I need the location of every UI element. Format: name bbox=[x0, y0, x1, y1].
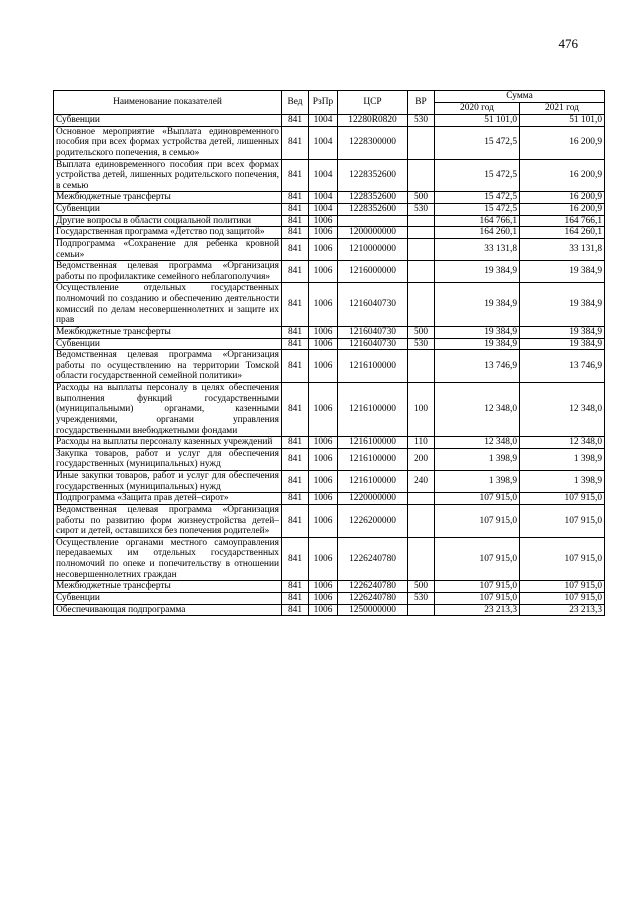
header-rzpr: РзПр bbox=[309, 91, 338, 115]
row-sum-2020: 164 766,1 bbox=[435, 215, 520, 227]
row-ved: 841 bbox=[282, 604, 309, 616]
row-vr bbox=[408, 283, 435, 327]
row-ved: 841 bbox=[282, 215, 309, 227]
row-sum-2020: 12 348,0 bbox=[435, 437, 520, 449]
header-name: Наименование показателей bbox=[54, 91, 282, 115]
row-name: Расходы на выплаты персоналу казенных учреждений bbox=[54, 437, 282, 449]
row-sum-2021: 16 200,9 bbox=[520, 126, 605, 159]
row-name: Государственная программа «Детство под защитой» bbox=[54, 227, 282, 239]
row-csr: 1216100000 bbox=[338, 471, 408, 493]
row-sum-2021: 23 213,3 bbox=[520, 604, 605, 616]
row-csr: 1220000000 bbox=[338, 493, 408, 505]
row-sum-2020: 1 398,9 bbox=[435, 448, 520, 470]
header-ved: Вед bbox=[282, 91, 309, 115]
row-csr: 1250000000 bbox=[338, 604, 408, 616]
row-csr: 1216040730 bbox=[338, 326, 408, 338]
row-name: Субвенции bbox=[54, 592, 282, 604]
table-row bbox=[54, 115, 605, 127]
row-ved: 841 bbox=[282, 126, 309, 159]
row-ved: 841 bbox=[282, 581, 309, 593]
row-ved: 841 bbox=[282, 493, 309, 505]
table-row bbox=[54, 159, 605, 192]
row-sum-2020: 15 472,5 bbox=[435, 159, 520, 192]
row-csr: 12280R0820 bbox=[338, 115, 408, 127]
row-sum-2020: 33 131,8 bbox=[435, 238, 520, 260]
row-vr bbox=[408, 504, 435, 537]
header-year-2021: 2021 год bbox=[520, 103, 605, 115]
row-name: Ведомственная целевая программа «Организация работы по профилактике семейного неблагополучия» bbox=[54, 261, 282, 283]
row-rzpr: 1004 bbox=[309, 126, 338, 159]
row-name: Субвенции bbox=[54, 115, 282, 127]
row-name: Подпрограмма «Сохранение для ребенка кровной семьи» bbox=[54, 238, 282, 260]
row-sum-2020: 51 101,0 bbox=[435, 115, 520, 127]
row-rzpr: 1006 bbox=[309, 383, 338, 437]
row-ved: 841 bbox=[282, 192, 309, 204]
row-sum-2021: 107 915,0 bbox=[520, 581, 605, 593]
row-csr: 1216000000 bbox=[338, 261, 408, 283]
row-vr: 530 bbox=[408, 338, 435, 350]
table-row bbox=[54, 537, 605, 581]
row-vr: 100 bbox=[408, 383, 435, 437]
row-ved: 841 bbox=[282, 238, 309, 260]
row-vr: 530 bbox=[408, 204, 435, 216]
row-rzpr: 1006 bbox=[309, 227, 338, 239]
row-sum-2020: 23 213,3 bbox=[435, 604, 520, 616]
row-csr: 1226240780 bbox=[338, 581, 408, 593]
row-ved: 841 bbox=[282, 115, 309, 127]
table-row bbox=[54, 215, 605, 227]
row-rzpr: 1006 bbox=[309, 592, 338, 604]
row-name: Закупка товаров, работ и услуг для обеспечения государственных (муниципальных) нужд bbox=[54, 448, 282, 470]
table-row bbox=[54, 326, 605, 338]
row-sum-2021: 164 766,1 bbox=[520, 215, 605, 227]
row-sum-2021: 16 200,9 bbox=[520, 192, 605, 204]
table-body bbox=[54, 115, 605, 616]
row-name: Выплата единовременного пособия при всех формах устройства детей, лишенных родительского попечения, в семью bbox=[54, 159, 282, 192]
row-sum-2020: 1 398,9 bbox=[435, 471, 520, 493]
row-name: Межбюджетные трансферты bbox=[54, 326, 282, 338]
row-vr bbox=[408, 159, 435, 192]
table-row bbox=[54, 592, 605, 604]
row-ved: 841 bbox=[282, 383, 309, 437]
row-vr: 500 bbox=[408, 192, 435, 204]
header-csr: ЦСР bbox=[338, 91, 408, 115]
row-name: Межбюджетные трансферты bbox=[54, 581, 282, 593]
row-csr: 1216100000 bbox=[338, 448, 408, 470]
table-header bbox=[54, 91, 605, 115]
row-sum-2021: 19 384,9 bbox=[520, 261, 605, 283]
row-rzpr: 1006 bbox=[309, 604, 338, 616]
table-row bbox=[54, 204, 605, 216]
row-csr: 1216040730 bbox=[338, 283, 408, 327]
row-csr: 1226200000 bbox=[338, 504, 408, 537]
row-sum-2021: 19 384,9 bbox=[520, 326, 605, 338]
row-sum-2020: 107 915,0 bbox=[435, 581, 520, 593]
row-sum-2021: 13 746,9 bbox=[520, 350, 605, 383]
row-name: Основное мероприятие «Выплата единовременного пособия при всех формах устройства детей, лишенных родительского попечения, в семью» bbox=[54, 126, 282, 159]
row-rzpr: 1006 bbox=[309, 504, 338, 537]
row-name: Межбюджетные трансферты bbox=[54, 192, 282, 204]
row-sum-2020: 107 915,0 bbox=[435, 493, 520, 505]
row-name: Ведомственная целевая программа «Организация работы по развитию форм жизнеустройства детей–сирот и детей, оставшихся без попечения родителей» bbox=[54, 504, 282, 537]
budget-table bbox=[53, 90, 605, 616]
table-row bbox=[54, 261, 605, 283]
row-vr bbox=[408, 493, 435, 505]
page-number: 476 bbox=[558, 36, 578, 51]
row-ved: 841 bbox=[282, 204, 309, 216]
row-ved: 841 bbox=[282, 437, 309, 449]
row-sum-2021: 51 101,0 bbox=[520, 115, 605, 127]
row-rzpr: 1006 bbox=[309, 437, 338, 449]
header-sum: Сумма bbox=[435, 91, 605, 103]
row-csr: 1200000000 bbox=[338, 227, 408, 239]
row-name: Осуществление отдельных государственных полномочий по созданию и обеспечению деятельности комиссий по делам несовершеннолетних и защите их прав bbox=[54, 283, 282, 327]
row-csr: 1216100000 bbox=[338, 437, 408, 449]
row-name: Другие вопросы в области социальной политики bbox=[54, 215, 282, 227]
row-vr: 530 bbox=[408, 592, 435, 604]
row-sum-2021: 1 398,9 bbox=[520, 471, 605, 493]
row-sum-2021: 107 915,0 bbox=[520, 537, 605, 581]
row-sum-2020: 12 348,0 bbox=[435, 383, 520, 437]
row-name: Осуществление органами местного самоуправления передаваемых им отдельных государственных полномочий по опеке и попечительству в отношении несовершеннолетних граждан bbox=[54, 537, 282, 581]
table-row bbox=[54, 283, 605, 327]
row-csr: 1226240780 bbox=[338, 537, 408, 581]
row-sum-2020: 164 260,1 bbox=[435, 227, 520, 239]
row-rzpr: 1006 bbox=[309, 350, 338, 383]
row-csr: 1228352600 bbox=[338, 159, 408, 192]
row-vr: 240 bbox=[408, 471, 435, 493]
row-ved: 841 bbox=[282, 537, 309, 581]
row-csr: 1228352600 bbox=[338, 204, 408, 216]
row-vr: 500 bbox=[408, 326, 435, 338]
row-vr bbox=[408, 227, 435, 239]
row-ved: 841 bbox=[282, 504, 309, 537]
row-sum-2020: 107 915,0 bbox=[435, 537, 520, 581]
row-name: Ведомственная целевая программа «Организация работы по осуществлению на территории Томской области государственной семейной политики» bbox=[54, 350, 282, 383]
row-sum-2020: 15 472,5 bbox=[435, 126, 520, 159]
row-sum-2020: 13 746,9 bbox=[435, 350, 520, 383]
row-name: Подпрограмма «Защита прав детей–сирот» bbox=[54, 493, 282, 505]
row-vr bbox=[408, 537, 435, 581]
row-sum-2021: 19 384,9 bbox=[520, 338, 605, 350]
row-name: Расходы на выплаты персоналу в целях обеспечения выполнения функций государственными (муниципальными) органами, казенными учреждениями, органами управления государственными внебюджетными фондами bbox=[54, 383, 282, 437]
table-row bbox=[54, 126, 605, 159]
row-rzpr: 1006 bbox=[309, 238, 338, 260]
row-sum-2020: 15 472,5 bbox=[435, 192, 520, 204]
table-row bbox=[54, 437, 605, 449]
row-csr: 1216100000 bbox=[338, 383, 408, 437]
row-csr: 1216040730 bbox=[338, 338, 408, 350]
table-row bbox=[54, 192, 605, 204]
row-sum-2020: 107 915,0 bbox=[435, 592, 520, 604]
table-row bbox=[54, 471, 605, 493]
row-name: Субвенции bbox=[54, 338, 282, 350]
row-sum-2021: 107 915,0 bbox=[520, 493, 605, 505]
row-sum-2021: 107 915,0 bbox=[520, 504, 605, 537]
row-vr bbox=[408, 126, 435, 159]
row-rzpr: 1004 bbox=[309, 159, 338, 192]
row-rzpr: 1006 bbox=[309, 215, 338, 227]
row-vr: 110 bbox=[408, 437, 435, 449]
row-sum-2020: 19 384,9 bbox=[435, 261, 520, 283]
row-sum-2021: 1 398,9 bbox=[520, 448, 605, 470]
table-row bbox=[54, 350, 605, 383]
row-sum-2020: 19 384,9 bbox=[435, 338, 520, 350]
row-rzpr: 1004 bbox=[309, 115, 338, 127]
header-vr: ВР bbox=[408, 91, 435, 115]
header-year-2020: 2020 год bbox=[435, 103, 520, 115]
row-csr bbox=[338, 215, 408, 227]
row-rzpr: 1006 bbox=[309, 493, 338, 505]
row-sum-2021: 164 260,1 bbox=[520, 227, 605, 239]
row-csr: 1226240780 bbox=[338, 592, 408, 604]
row-csr: 1228352600 bbox=[338, 192, 408, 204]
row-rzpr: 1006 bbox=[309, 283, 338, 327]
row-ved: 841 bbox=[282, 448, 309, 470]
row-vr: 500 bbox=[408, 581, 435, 593]
row-vr bbox=[408, 604, 435, 616]
row-rzpr: 1006 bbox=[309, 471, 338, 493]
row-vr bbox=[408, 238, 435, 260]
row-vr bbox=[408, 350, 435, 383]
row-sum-2021: 12 348,0 bbox=[520, 437, 605, 449]
row-ved: 841 bbox=[282, 350, 309, 383]
row-rzpr: 1006 bbox=[309, 537, 338, 581]
row-csr: 1210000000 bbox=[338, 238, 408, 260]
row-ved: 841 bbox=[282, 227, 309, 239]
row-vr bbox=[408, 215, 435, 227]
row-name: Субвенции bbox=[54, 204, 282, 216]
row-rzpr: 1004 bbox=[309, 192, 338, 204]
table-row bbox=[54, 238, 605, 260]
row-ved: 841 bbox=[282, 261, 309, 283]
row-vr: 200 bbox=[408, 448, 435, 470]
row-name: Обеспечивающая подпрограмма bbox=[54, 604, 282, 616]
table-row bbox=[54, 504, 605, 537]
row-ved: 841 bbox=[282, 159, 309, 192]
row-vr: 530 bbox=[408, 115, 435, 127]
row-sum-2020: 107 915,0 bbox=[435, 504, 520, 537]
table-row bbox=[54, 581, 605, 593]
row-rzpr: 1006 bbox=[309, 261, 338, 283]
row-sum-2021: 16 200,9 bbox=[520, 204, 605, 216]
row-ved: 841 bbox=[282, 592, 309, 604]
row-rzpr: 1006 bbox=[309, 326, 338, 338]
row-csr: 1228300000 bbox=[338, 126, 408, 159]
row-sum-2021: 12 348,0 bbox=[520, 383, 605, 437]
row-sum-2020: 19 384,9 bbox=[435, 283, 520, 327]
row-ved: 841 bbox=[282, 471, 309, 493]
row-sum-2020: 19 384,9 bbox=[435, 326, 520, 338]
row-sum-2021: 16 200,9 bbox=[520, 159, 605, 192]
row-name: Иные закупки товаров, работ и услуг для обеспечения государственных (муниципальных) нужд bbox=[54, 471, 282, 493]
table-row bbox=[54, 227, 605, 239]
table-row bbox=[54, 383, 605, 437]
row-sum-2021: 33 131,8 bbox=[520, 238, 605, 260]
table-row bbox=[54, 448, 605, 470]
row-rzpr: 1004 bbox=[309, 204, 338, 216]
table-row bbox=[54, 338, 605, 350]
row-rzpr: 1006 bbox=[309, 581, 338, 593]
row-ved: 841 bbox=[282, 283, 309, 327]
row-rzpr: 1006 bbox=[309, 448, 338, 470]
row-ved: 841 bbox=[282, 326, 309, 338]
row-sum-2021: 107 915,0 bbox=[520, 592, 605, 604]
row-ved: 841 bbox=[282, 338, 309, 350]
row-csr: 1216100000 bbox=[338, 350, 408, 383]
row-sum-2020: 15 472,5 bbox=[435, 204, 520, 216]
row-vr bbox=[408, 261, 435, 283]
row-sum-2021: 19 384,9 bbox=[520, 283, 605, 327]
table-row bbox=[54, 493, 605, 505]
row-rzpr: 1006 bbox=[309, 338, 338, 350]
table-row bbox=[54, 604, 605, 616]
